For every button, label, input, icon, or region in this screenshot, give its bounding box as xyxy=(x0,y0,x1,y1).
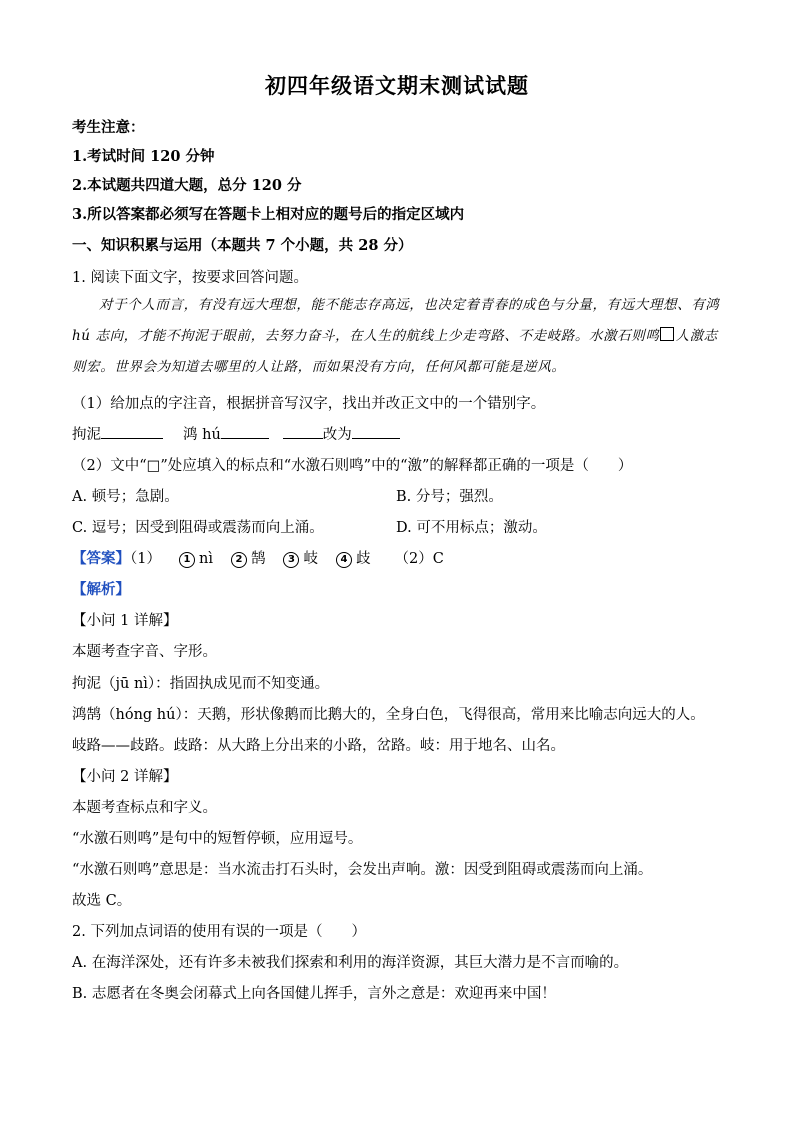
option-b: B. 分号；强烈。 xyxy=(396,489,503,505)
circled-number-1: 1 xyxy=(179,552,195,568)
question-1-passage xyxy=(72,290,724,383)
notice-heading: 考生注意： xyxy=(72,119,145,136)
answer-item-4: 歧 xyxy=(355,551,371,567)
section-heading: 一、知识积累与运用（本题共 7 个小题，共 28 分） xyxy=(72,237,413,254)
analysis-sub-2-line-3: “水激石则鸣”意思是：当水流击打石头时，会发出声响。激：因受到阻碍或震荡而向上涌。 xyxy=(72,862,653,878)
answer-blank-4 xyxy=(352,424,400,439)
circled-number-2: 2 xyxy=(231,552,247,568)
question-2-stem: 2. 下列加点词语的使用有误的一项是（ ） xyxy=(72,924,366,940)
passage-part-b: 人激志则宏。世界会为知道去哪里的人让路，而如果没有方向，任何风都可能是逆风。 xyxy=(72,328,718,375)
analysis-sub-2-heading: 【小问 2 详解】 xyxy=(72,769,178,785)
notice-item-2: 2.本试题共四道大题，总分 120 分 xyxy=(72,177,302,194)
analysis-sub-2-line-2: “水激石则鸣”是句中的短暂停顿，应用逗号。 xyxy=(72,831,363,847)
notice-item-3: 3.所以答案都必须写在答题卡上相对应的题号后的指定区域内 xyxy=(72,206,465,223)
question-1-stem: 1. 阅读下面文字，按要求回答问题。 xyxy=(72,270,308,286)
answer-item-2: 鹄 xyxy=(250,551,266,567)
answer-item-3: 岐 xyxy=(303,551,318,567)
question-2-option-b: B. 志愿者在冬奥会闭幕式上向各国健儿挥手，言外之意是：欢迎再来中国！ xyxy=(72,986,556,1002)
answer-line xyxy=(72,547,444,568)
answer-label: 【答案】 xyxy=(72,550,130,567)
question-1-blanks xyxy=(72,423,400,444)
answer-blank-3 xyxy=(283,424,323,439)
question-1-sub-2: （2）文中“□”处应填入的标点和“水激石则鸣”中的“激”的解释都正确的一项是（ ） xyxy=(72,458,633,474)
circled-number-4: 4 xyxy=(336,552,352,568)
question-1-sub-1: （1）给加点的字注音，根据拼音写汉字，找出并改正文中的一个错别字。 xyxy=(72,396,546,412)
analysis-sub-2-line-1: 本题考查标点和字义。 xyxy=(72,800,217,816)
passage-part-a: 对于个人而言，有没有远大理想，能不能志存高远，也决定着青春的成色与分量，有远大理想、有鸿 hú 志向，才能不拘泥于眼前，去努力奋斗，在人生的航线上少走弯路、不走岐路。水激石则鸣 xyxy=(72,297,720,344)
option-c: C. 逗号；因受到阻碍或震荡而向上涌。 xyxy=(72,520,324,536)
answer-blank-2 xyxy=(221,424,269,439)
answer-part-2: （2）C xyxy=(394,551,444,567)
analysis-sub-1-heading: 【小问 1 详解】 xyxy=(72,613,178,629)
notice-item-1: 1.考试时间 120 分钟 xyxy=(72,148,215,165)
blank-label-2: 鸿 hú xyxy=(183,427,221,443)
option-a: A. 顿号；急剧。 xyxy=(72,489,179,505)
analysis-sub-1-line-2: 拘泥（jū nì）：指固执成见而不知变通。 xyxy=(72,676,330,692)
analysis-sub-1-line-3: 鸿鹄（hóng hú）：天鹅，形状像鹅而比鹅大的，全身白色，飞得很高，常用来比喻志向远大的人。 xyxy=(72,707,705,723)
blank-label-3: 改为 xyxy=(322,427,352,443)
analysis-sub-1-line-1: 本题考查字音、字形。 xyxy=(72,644,217,660)
circled-number-3: 3 xyxy=(283,552,299,568)
blank-label-1: 拘泥 xyxy=(72,427,101,443)
answer-blank-1 xyxy=(101,424,163,439)
analysis-sub-1-line-4: 岐路——歧路。歧路：从大路上分出来的小路，岔路。岐：用于地名、山名。 xyxy=(72,738,565,754)
analysis-label: 【解析】 xyxy=(72,581,130,598)
page-title: 初四年级语文期末测试试题 xyxy=(265,73,529,98)
option-d: D. 可不用标点；激动。 xyxy=(396,520,547,536)
analysis-sub-2-line-4: 故选 C。 xyxy=(72,893,132,909)
answer-part-1: （1） xyxy=(130,551,161,567)
question-2-option-a: A. 在海洋深处，还有许多未被我们探索和利用的海洋资源，其巨大潜力是不言而喻的。 xyxy=(72,955,629,971)
answer-item-1: nì xyxy=(198,551,213,567)
punctuation-blank-box xyxy=(660,327,674,341)
